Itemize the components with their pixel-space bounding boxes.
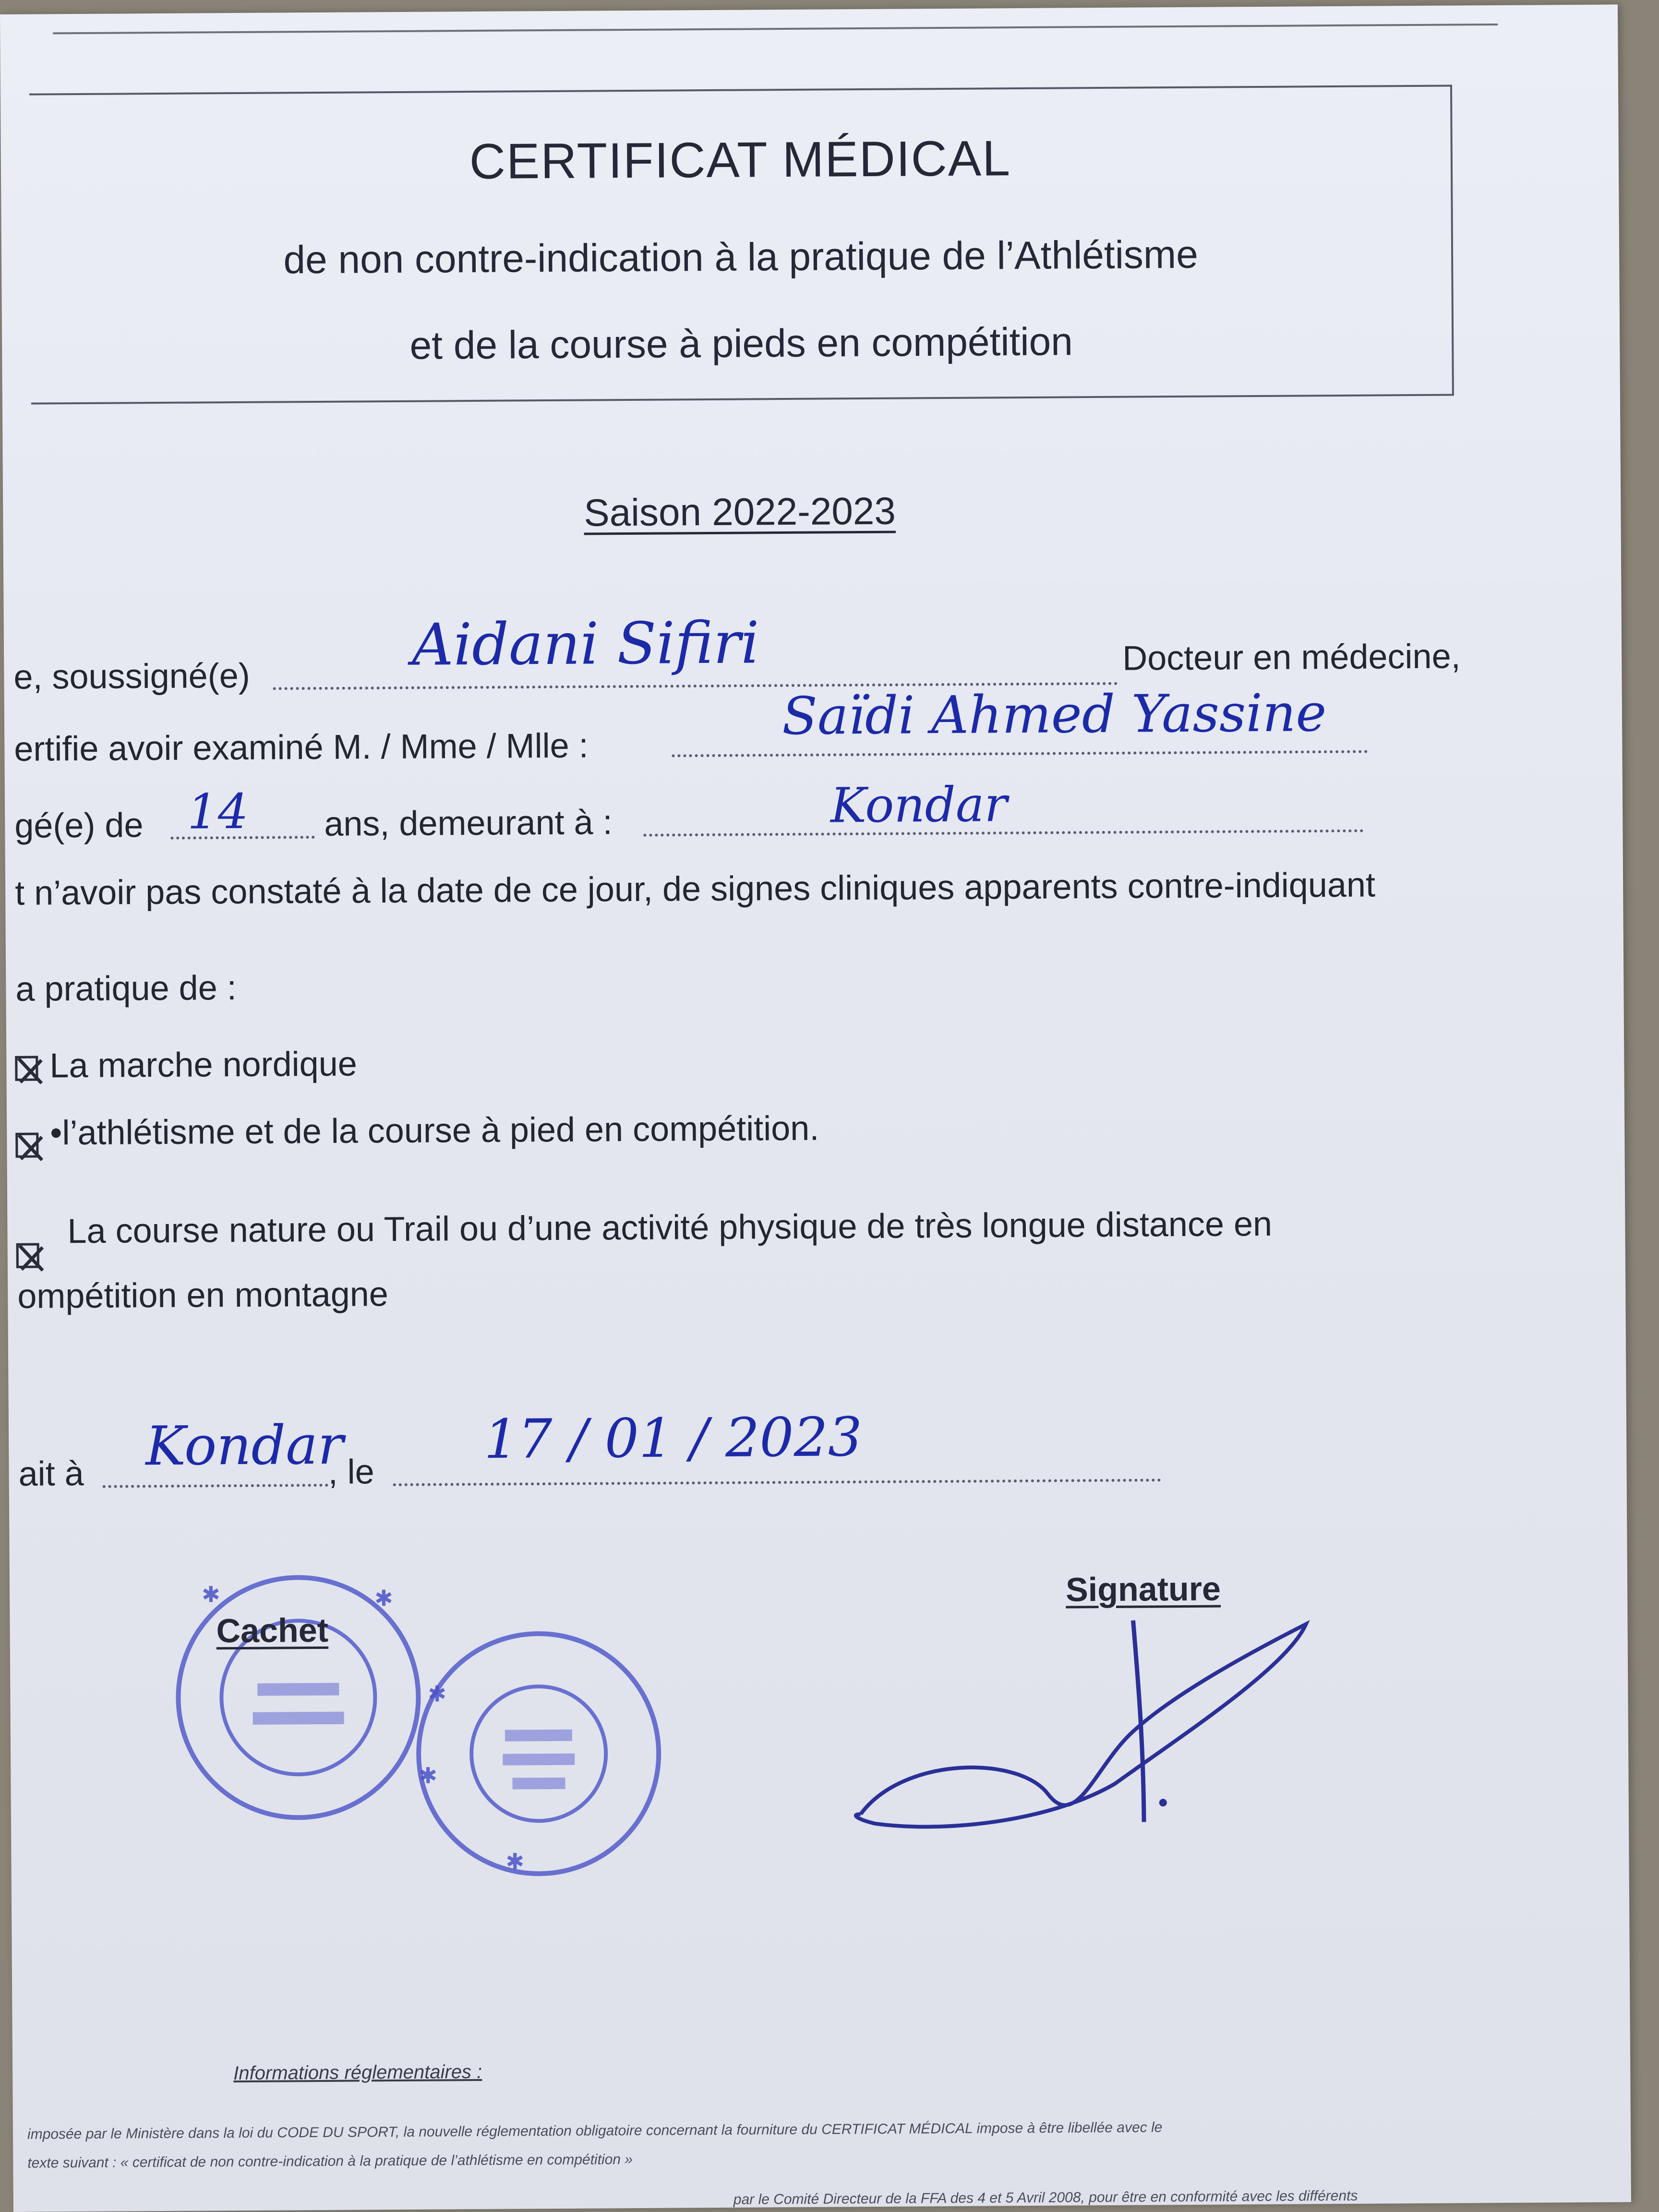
ans-label: ans, demeurant à : bbox=[324, 803, 613, 843]
residence-handwritten: Kondar bbox=[830, 776, 1008, 834]
svg-text:✱: ✱ bbox=[374, 1585, 393, 1611]
doctor-name-handwritten: Aidani Sifiri bbox=[411, 610, 760, 679]
option-checkbox-3[interactable] bbox=[16, 1243, 39, 1268]
place-dotted-line bbox=[103, 1484, 328, 1488]
doctor-suffix: Docteur en médecine, bbox=[1122, 637, 1461, 678]
svg-text:✱: ✱ bbox=[419, 1762, 438, 1789]
statement-line-2: a pratique de : bbox=[15, 969, 237, 1009]
option-label-3: La course nature ou Trail ou d’une activité physique de très longue distance en bbox=[67, 1204, 1273, 1251]
fait-label: ait à bbox=[18, 1454, 84, 1493]
check-mark-icon bbox=[16, 1240, 47, 1275]
document-title: CERTIFICAT MÉDICAL bbox=[469, 131, 1011, 190]
option-label-3-continued: ompétition en montagne bbox=[17, 1275, 389, 1316]
option-label-2: •l’athlétisme et de la course à pied en compétition. bbox=[49, 1109, 819, 1153]
round-stamp-2 bbox=[409, 1623, 679, 1893]
certificate-paper bbox=[0, 4, 1631, 2212]
examine-label: ertifie avoir examiné M. / Mme / Mlle : bbox=[14, 726, 589, 769]
option-checkbox-1[interactable] bbox=[15, 1056, 38, 1081]
svg-text:✱: ✱ bbox=[428, 1681, 447, 1707]
svg-text:✱: ✱ bbox=[505, 1848, 525, 1875]
cachet-label: Cachet bbox=[216, 1611, 329, 1650]
date-handwritten: 17 / 01 / 2023 bbox=[483, 1406, 863, 1471]
handwritten-signature bbox=[845, 1610, 1326, 1843]
statement-line-1: t n’avoir pas constaté à la date de ce jour, de signes cliniques apparents contre-indiquant bbox=[14, 866, 1376, 913]
info-label: Informations réglementaires : bbox=[233, 2061, 482, 2084]
fine-print-line-1: imposée par le Ministère dans la loi du CODE DU SPORT, la nouvelle réglementation obligatoire concernant la fourniture du CERTIFICAT MÉDICAL impose à être libellée avec le bbox=[27, 2119, 1163, 2142]
age-label: gé(e) de bbox=[14, 806, 144, 845]
option-checkbox-2[interactable] bbox=[15, 1133, 38, 1158]
document-subtitle-1: de non contre-indication à la pratique de l’Athlétisme bbox=[283, 232, 1199, 282]
age-handwritten: 14 bbox=[187, 783, 249, 840]
check-mark-icon bbox=[15, 1130, 46, 1165]
header-box bbox=[29, 85, 1454, 405]
le-label: , le bbox=[328, 1453, 374, 1491]
check-mark-icon bbox=[14, 1053, 45, 1088]
season-label: Saison 2022-2023 bbox=[584, 489, 896, 534]
svg-text:✱: ✱ bbox=[201, 1581, 220, 1608]
patient-name-handwritten: Saïdi Ahmed Yassine bbox=[781, 683, 1327, 747]
document-subtitle-2: et de la course à pieds en compétition bbox=[409, 320, 1073, 368]
soussigne-label: e, soussigné(e) bbox=[13, 656, 250, 697]
fine-print-line-3: par le Comité Directeur de la FFA des 4 et 5 Avril 2008, pour être en conformité avec les différents bbox=[733, 2188, 1358, 2208]
date-dotted-line bbox=[393, 1479, 1161, 1486]
place-handwritten: Kondar bbox=[145, 1414, 344, 1478]
signature-label: Signature bbox=[1065, 1570, 1221, 1609]
patient-name-dotted-line bbox=[672, 750, 1368, 757]
option-label-1: La marche nordique bbox=[49, 1045, 358, 1085]
round-stamp-1 bbox=[173, 1562, 443, 1832]
fine-print-line-2: texte suivant : « certificat de non contre-indication à la pratique de l’athlétisme en compétition » bbox=[27, 2152, 633, 2171]
top-rule bbox=[53, 24, 1498, 34]
